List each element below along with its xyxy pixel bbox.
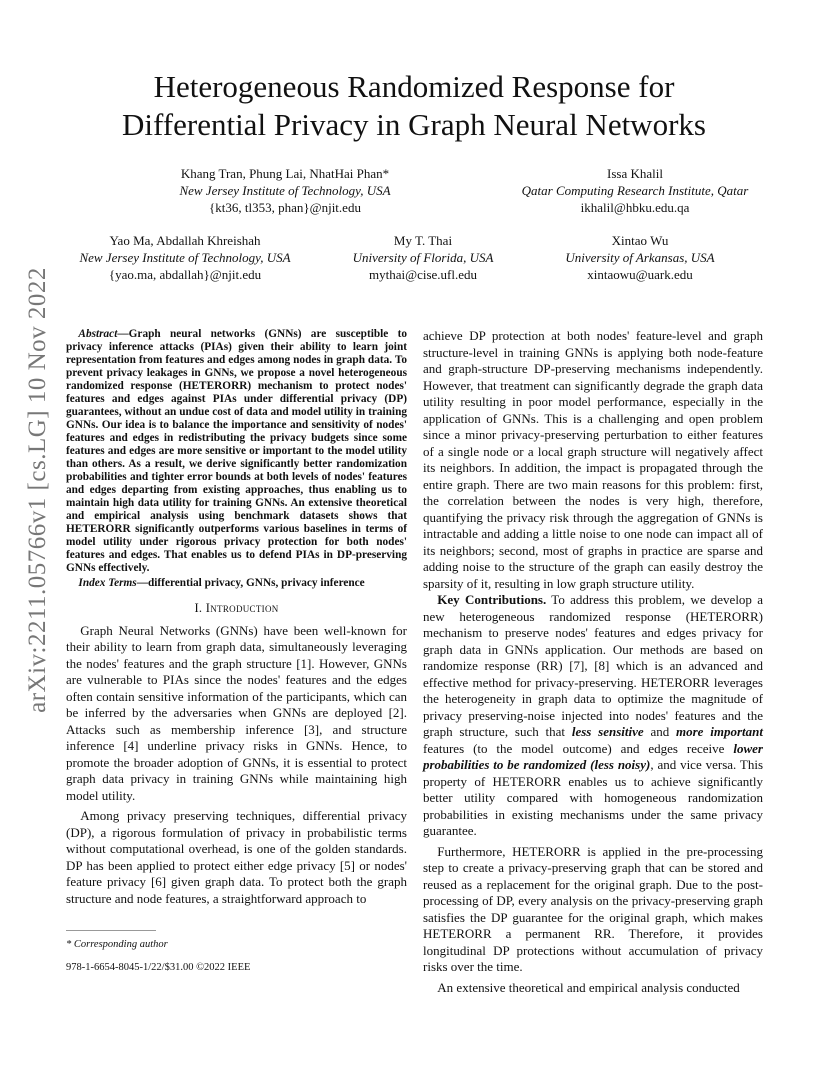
emphasis: more important	[676, 724, 763, 739]
author-block-3	[55, 232, 315, 283]
emphasis: less sensitive	[571, 724, 644, 739]
index-terms-label: Index Terms	[78, 577, 137, 589]
method-name: HETERORR	[492, 773, 562, 789]
key-contributions-paragraph: Key Contributions. To address this problem, we develop a new heterogeneous randomized response (HETERORR) mechanism to preserve nodes' features and edges privacy for graph data in GNNs application. Our methods are based on randomize response (RR) [7], [8] which is an advanced and effective method for privacy-preserving. HETERORR leverages the heterogeneity in graph data to optimize the magnitude of privacy preserving-noise injected into nodes' features and the graph structure, such that less sensitive and more important features (to the model outcome) and edges receive lower probabilities to be randomized (less noisy), and vice versa. This property of HETERORR enables us to achieve significantly better utility compared with homogeneous randomization probabilities in existing mechanisms under the same privacy guarantee.	[423, 592, 764, 838]
intro-paragraph-1: Graph Neural Networks (GNNs) have been well-known for their ability to learn from graph data, simultaneously leveraging the nodes' features and the graph structure [1]. However, GNNs are vulnerable to PIAs since the nodes' features and the edges often contain sensitive information of the participants, which can be inferred by the adversaries when GNNs are deployed [2]. Attacks such as membership inference [3], and structure inference [4] underline privacy risks in GNNs. Hence, to promote the broader adoption of GNNs, it is essential to protect graph data privacy in training GNNs while maintaining high model utility.	[66, 622, 407, 803]
method-name: HETERORR	[640, 674, 710, 690]
author-names: Xintao Wu	[611, 233, 669, 248]
abstract-label: Abstract	[78, 328, 118, 340]
emphasis: lower probabilities to be randomized (less noisy)	[423, 740, 763, 772]
author-block-2	[500, 165, 770, 216]
right-column	[423, 328, 763, 996]
author-email: ikhalil@hbku.edu.qa	[580, 200, 690, 215]
author-block-4	[328, 232, 518, 283]
author-names: Yao Ma, Abdallah Khreishah	[109, 233, 261, 248]
section-number: I.	[194, 601, 203, 615]
key-contributions-label: Key Contributions.	[437, 592, 547, 607]
author-affiliation: Qatar Computing Research Institute, Qatar	[521, 183, 749, 198]
method-name: HETERORR	[512, 843, 581, 859]
author-email: mythai@cise.ufl.edu	[369, 267, 477, 282]
author-names: Issa Khalil	[607, 166, 663, 181]
intro-paragraph-2: Among privacy preserving techniques, differential privacy (DP), a rigorous formulation of privacy in probabilistic terms without computational overhead, is one of the golden standards. DP has been applied to protect either edge privacy [5] or nodes' feature privacy [6] given graph data. To protect both the graph structure and node features, a straightforward approach to	[66, 808, 407, 906]
author-names: My T. Thai	[393, 233, 453, 248]
footnote-rule	[66, 930, 156, 931]
section-title: Introduction	[205, 601, 279, 615]
author-names: Khang Tran, Phung Lai, NhatHai Phan*	[180, 166, 390, 181]
abstract-text: —Graph neural networks (GNNs) are susceptible to privacy inference attacks (PIAs) given their ability to learn joint representation from features and edges among nodes in graph data. To prevent privacy leakages in GNNs, we propose a novel heterogeneous randomized response (HETERORR) mechanism to protect nodes' features and edges against PIAs under differential privacy (DP) guarantees, without an undue cost of data and model utility in training GNNs. Our idea is to balance the importance and sensitivity of nodes' features and edges in redistributing the privacy budgets since some features and edges are more sensitive or important to the model utility than others. As a result, we derive significantly better randomization probabilities and tighter error bounds at both levels of nodes' features and edges departing from existing approaches, thus enabling us to maintain high data utility for training GNNs. An extensive theoretical and empirical analysis using benchmark datasets shows that HETERORR significantly outperforms various baselines in terms of model utility under rigorous privacy protection for both nodes' features and edges. That enables us to defend PIAs in DP-preserving GNNs effectively.	[66, 328, 407, 574]
arxiv-identifier: arXiv:2211.05766v1 [cs.LG] 10 Nov 2022	[24, 267, 51, 713]
author-email: {kt36, tl353, phan}@njit.edu	[209, 200, 361, 215]
method-name: HETERORR	[423, 926, 492, 941]
furthermore-paragraph: Furthermore, HETERORR is applied in the pre-processing step to create a privacy-preserving graph that can be stored and reused as a replacement for the original graph. Due to the post-processing of DP, every analysis on the privacy-preserving graph satisfies the DP guarantee for the original graph, which makes HETERORR a permanent RR. Therefore, it provides longitudinal DP protections without accumulation of privacy risks over the time.	[423, 843, 763, 974]
analysis-paragraph-start: An extensive theoretical and empirical analysis conducted	[437, 979, 740, 995]
author-affiliation: New Jersey Institute of Technology, USA	[179, 183, 391, 198]
author-block-5	[540, 232, 740, 283]
method-name: HETERORR	[690, 608, 759, 624]
author-affiliation: New Jersey Institute of Technology, USA	[79, 250, 291, 265]
abstract	[66, 328, 407, 575]
author-block-1	[150, 165, 420, 216]
index-terms	[66, 577, 407, 590]
left-column	[66, 328, 407, 907]
author-affiliation: University of Florida, USA	[352, 250, 494, 265]
author-affiliation: University of Arkansas, USA	[565, 250, 715, 265]
author-email: {yao.ma, abdallah}@njit.edu	[108, 267, 262, 282]
index-terms-text: —differential privacy, GNNs, privacy inference	[136, 577, 365, 589]
copyright-notice: 978-1-6654-8045-1/22/$31.00 ©2022 IEEE	[66, 962, 251, 973]
title-line-1: Heterogeneous Randomized Response for	[153, 69, 675, 104]
paper-title	[60, 68, 768, 144]
author-email: xintaowu@uark.edu	[587, 267, 693, 282]
title-line-2: Differential Privacy in Graph Neural Networks	[122, 107, 706, 142]
section-heading	[66, 600, 407, 617]
footnote: * Corresponding author	[66, 939, 168, 950]
continued-paragraph: achieve DP protection at both nodes' feature-level and graph structure-level in training GNNs is applying both node-feature and graph-structure DP-preserving mechanisms independently. However, that treatment can significantly degrade the graph data utility resulting in poor model performance, especially in the application of GNNs. This is a challenging and open problem since a minor privacy-preserving perturbation to either features of a single node or a local graph structure will negatively affect its neighbors. In addition, the impact is propagated through the entire graph. There are two main reasons for this problem: first, the correlation between the nodes is very high, therefore, quantifying the privacy risk through the aggregation of GNNs is intractable and adding a little noise to one node can impact all of its neighbors; second, most of graphs in practice are sparse and adding noise to the structure of the graph can easily destroy the sparsity of it, resulting in low graph structure utility.	[423, 328, 763, 591]
